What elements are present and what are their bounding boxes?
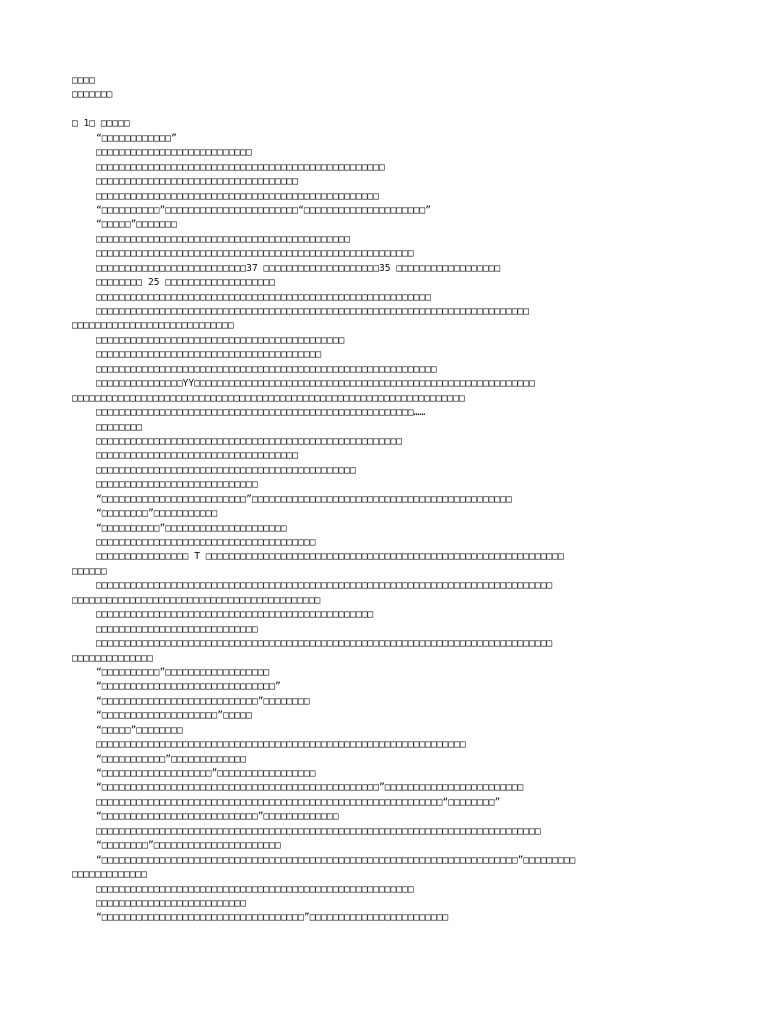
text-line: □□□□□□□□□□□□□□□□□□□□□□□□□□□□□□□□□□□□□□□□□□□□□□□□□□□□□□□□□□□□□□□□□□□□□□□□□□□ <box>96 306 530 317</box>
text-line: □□□□□□□□□□□□□□□□□□□□□□□□□□□□□□□□□□□□□□□□□□□□□□□□□□□□□□□…… <box>96 407 426 419</box>
text-line: □□□□□□□□□□□□□□□□□□□□□□□□□□□□□□□□□□□□□□ <box>96 537 316 548</box>
text-line: □□□□□□□□□□□□□□□□□□□□□□□□□□□□□□□□□□□□□□□□□□□□□□□□ <box>96 609 374 621</box>
text-line: □□□□□□□□□□□□□□□□□□□□□□□□□□□□□□□□□□□□□□□□□□□□□□□□□□□□□□□□□□□□□□□□□□□□□□□□□□□□□ <box>96 825 541 837</box>
text-line: “□□□□□□□□□□□□□□□□□□□□□□□□□□□□□□” <box>96 681 281 693</box>
text-line: □□□□□□□□□□□□□□□□□□□□□□□□□□□ <box>96 147 252 159</box>
text-line: □□□□□□□□□□□□□□□□□□□□□□□□□□□□□□□□□□□□□□□□□□□□□□□□□□□□□□□□□□□□□□□□ <box>96 739 466 751</box>
text-line: □□□□□□□□□□□□□□□□□□□□□□□□□□□□□□□□□□□□□□□□□□□□□□□□□□□□□□□□□□□□□□□□□□□□ <box>72 392 465 404</box>
text-line: □□□□□□□□□□□□□□□□□□□□□□□□□□□□□□□□□□□□□□□□□□□ <box>72 594 321 606</box>
text-line: “□□□□□□□□□□□□□□□□□□□□□□□□□□□”□□□□□□□□ <box>96 695 310 707</box>
text-line: “□□□□□□□□□□”□□□□□□□□□□□□□□□□□□□□□ <box>96 522 287 534</box>
text-line: “□□□□□□□□□□□□□□□□□□□□□□□□□”□□□□□□□□□□□□□□□□□□□□□□□□□□□□□□□□□□□□□□□□□□□□□ <box>96 493 512 505</box>
text-line: □□□□□□□□□□□□□□□□□□□□□□□□□□□□□□□□□□□□□□□□□□□□□□□□□□ <box>96 161 385 173</box>
text-line: □□□□□□□□□□□□□□□□□□□□□□□□□□□□ <box>96 479 258 491</box>
text-line: □□□□□□□□□□□□□□□□□□□□□□□□□□□□□□□□□□□□□□□□□□□□□□□□□□□□□□□□□□□□“□□□□□□□□” <box>96 796 501 808</box>
text-line: □□□□□□□□□□□□□□□□□□□□□□□□□□37 □□□□□□□□□□□□□□□□□□□□35 □□□□□□□□□□□□□□□□□□ <box>96 262 501 274</box>
text-line: □□□□□□□□□□□□□□□□□□□□□□□□□□□□□□□□□□□□□□□□□□□□ <box>96 233 351 245</box>
text-line: □□□□□□□□□□□□□ <box>72 869 148 881</box>
text-line: “□□□□□□□□□□”□□□□□□□□□□□□□□□□□□□□□□□“□□□□□□□□□□□□□□□□□□□□□” <box>96 204 432 216</box>
text-line: □□□□□□□□□□□□□□□□□□□□□□□□□□□□□□□□□□□□□□□□□□□ <box>96 334 345 346</box>
text-line: □□□□□□□□□□□□□□□YY□□□□□□□□□□□□□□□□□□□□□□□□□□□□□□□□□□□□□□□□□□□□□□□□□□□□□□□□□□□ <box>96 378 535 390</box>
text-line: □□□□□□□□□□□□□□□□□□□□□□□□□□□□□□□□□□□□□□□□□□□□□□□□□□□□□□□□□□□□□□□□□□□□□□□□□□□□□□□ <box>96 638 553 650</box>
text-line: □□□□□□□□ 25 □□□□□□□□□□□□□□□□□□□ <box>96 277 276 289</box>
text-line: □□□□□□□□□□□□□□□□ T □□□□□□□□□□□□□□□□□□□□□□□□□□□□□□□□□□□□□□□□□□□□□□□□□□□□□□□□□□□□□□ <box>96 551 564 563</box>
text-line: “□□□□□□□□□□□□□□□□□□□□□□□□□□□□□□□□□□□□□□□□□□□□□□□□”□□□□□□□□□□□□□□□□□□□□□□□□ <box>96 782 524 794</box>
text-line: □□□□□□□□□□□□□□□□□□□□□□□□□□□□□□□□□□□□□□□□□□□□□□□□□□□□□□□□□□□ <box>96 363 437 375</box>
text-line: □□□□□□□□□□□□□□□□□□□□□□□□□□□□ <box>96 623 258 635</box>
text-line: □□□□□□□□□□□□□□ <box>72 652 153 664</box>
text-line: “□□□□□□□□□□□□□□□□□□□”□□□□□□□□□□□□□□□□□ <box>96 768 316 779</box>
text-line: □□□□□□□□□□□□□□□□□□□□□□□□□□□□ <box>72 320 234 332</box>
text-line <box>72 103 702 117</box>
text-line: □□□□□□□□□□□□□□□□□□□□□□□□□□□□□□□□□□□ <box>96 450 299 462</box>
text-line: □□□□□□□□□□□□□□□□□□□□□□□□□□□□□□□□□□□□□□□□□□□□□□□□□□□□□□□ <box>96 883 414 895</box>
text-line: “□□□□□□□□□□□□□□□□□□□□□□□□□□□”□□□□□□□□□□□□□ <box>96 811 339 823</box>
text-line: “□□□□□□□□□□□□” <box>96 132 177 144</box>
text-line: □□□□□□□□□□□□□□□□□□□□□□□□□□□□□□□□□□□□□□□□□□□□□□□□□□□□□□□□□□ <box>96 291 432 303</box>
text-line: □□□□□□□□□□□□□□□□□□□□□□□□□□□□□□□□□□□□□□□□□□□□□□□□□ <box>96 190 380 202</box>
text-line: “□□□□□□□□”□□□□□□□□□□□ <box>96 508 218 520</box>
text-line: □□□□□□□□□□□□□□□□□□□□□□□□□□ <box>96 897 247 909</box>
text-line: “□□□□□□□□□□□□□□□□□□□□□□□□□□□□□□□□□□□□□□□□□□□□□□□□□□□□□□□□□□□□□□□□□□□□□□□□”□□□□□□□□□ <box>96 854 576 866</box>
text-line: “□□□□□□□□□□”□□□□□□□□□□□□□□□□□□ <box>96 666 270 678</box>
text-line: □□□□□□□□□□□□□□□□□□□□□□□□□□□□□□□□□□□□□□□□□□□□□ <box>96 464 356 476</box>
text-line: □□□□□□□□□□□□□□□□□□□□□□□□□□□□□□□□□□□□□□□□□□□□□□□□□□□□□□□ <box>96 248 414 260</box>
text-line: “□□□□□”□□□□□□□ <box>96 219 177 231</box>
text-line: □□□□□□□ <box>72 89 113 101</box>
text-line: “□□□□□□□□□□□□□□□□□□□□□□□□□□□□□□□□□□□”□□□□□□□□□□□□□□□□□□□□□□□□ <box>96 912 449 924</box>
text-line: □□□□□□□□□□□□□□□□□□□□□□□□□□□□□□□□□□□□□□□□□□□□□□□□□□□□□ <box>96 435 403 447</box>
document-page <box>72 74 702 926</box>
text-line: □□□□ <box>72 75 96 86</box>
text-line: □□□□□□ <box>72 565 107 577</box>
text-line: □□□□□□□□□□□□□□□□□□□□□□□□□□□□□□□□□□□ <box>96 176 299 188</box>
text-line: “□□□□□□□□□□□□□□□□□□□□”□□□□□ <box>96 710 252 722</box>
text-line: □□□□□□□□ <box>96 421 143 433</box>
text-line: “□□□□□□□□”□□□□□□□□□□□□□□□□□□□□□□ <box>96 840 281 852</box>
text-line: “□□□□□□□□□□□”□□□□□□□□□□□□□ <box>96 753 247 765</box>
text-line: □□□□□□□□□□□□□□□□□□□□□□□□□□□□□□□□□□□□□□□ <box>96 349 322 361</box>
text-line: “□□□□□”□□□□□□□□ <box>96 724 183 736</box>
text-line: □□□□□□□□□□□□□□□□□□□□□□□□□□□□□□□□□□□□□□□□□□□□□□□□□□□□□□□□□□□□□□□□□□□□□□□□□□□□□□□ <box>96 580 553 592</box>
text-line: □ 1□ □□□□□ <box>72 118 130 130</box>
